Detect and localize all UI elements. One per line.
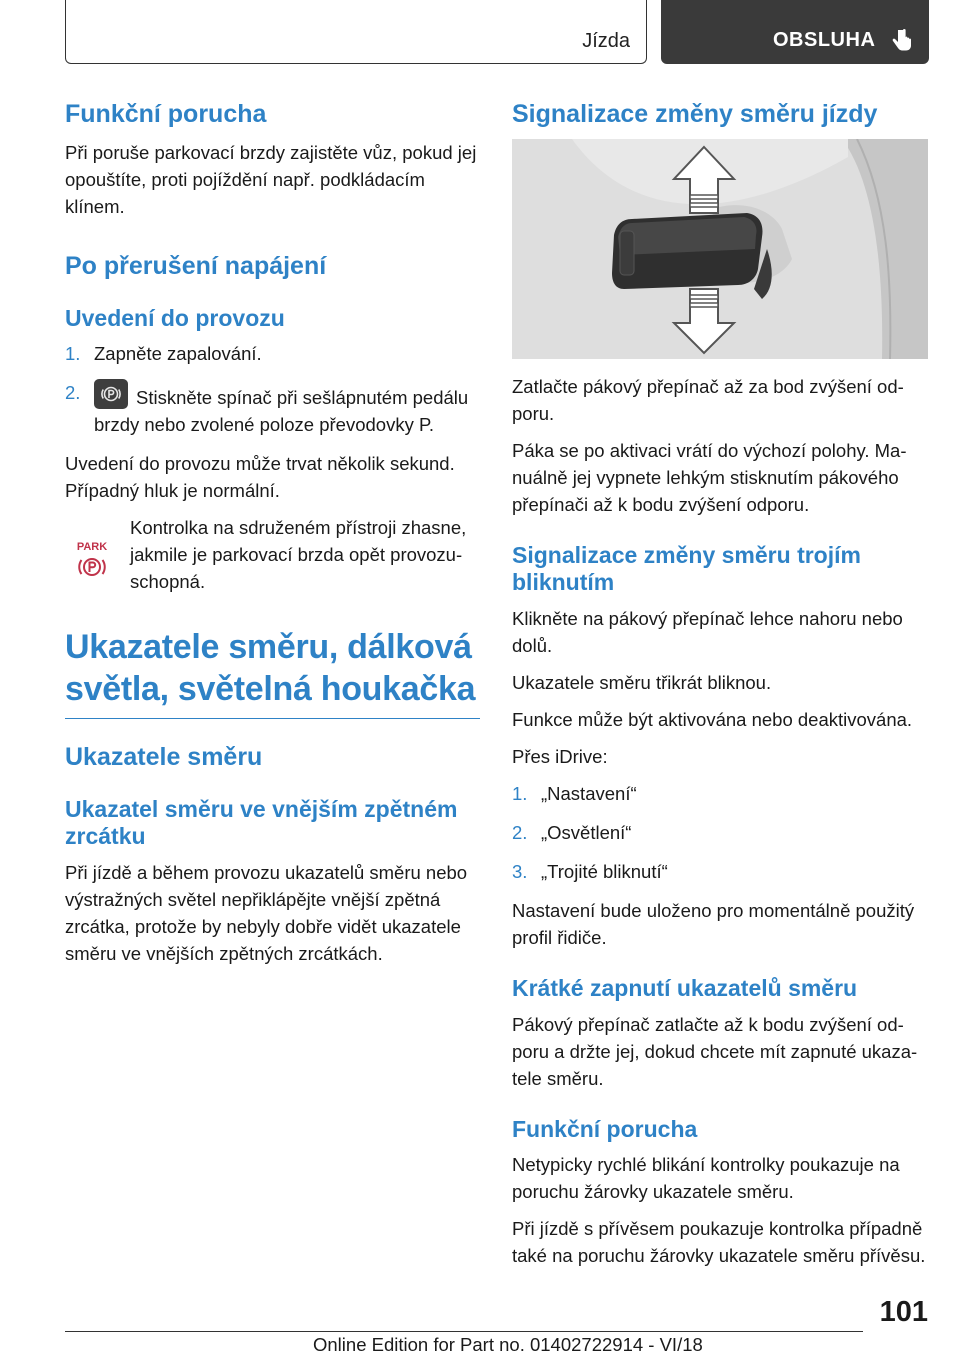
heading-mirror-signal: Ukazatel směru ve vnějším zpětném zrcátku <box>65 795 458 850</box>
right-column <box>512 100 928 1279</box>
paragraph-fault: Při poruše parkovací brzdy zajistěte vůz, pokud jej opouštíte, proti pojíždění např. podkládacím klínem. <box>65 141 477 217</box>
heading-short-activation: Krátké zapnutí ukazatelů směru <box>512 974 858 1001</box>
paragraph-lamp: Kontrolka na sdruženém přístroji zhasne, jakmile je parkovací brzda opět provozuschopná. <box>130 517 467 593</box>
heading-startup: Uvedení do provozu <box>65 304 285 331</box>
paragraph-mirror: Při jízdě a během provozu ukazatelů směru nebo výstražných světel nepřiklápějte vnější zpětná zrcátka, protože by nebyly dobře vidět ukazatele směru ve vnějších zpětných zrcátkách. <box>65 861 468 964</box>
paragraph-startup: Uvedení do provozu může trvat několik sekund. Případný hluk je normální. <box>65 453 455 502</box>
footer-edition: Online Edition for Part no. 01402722914 - VI/18 <box>313 1334 703 1355</box>
paragraph-idrive: Přes iDrive: <box>512 745 608 767</box>
startup-steps <box>65 340 480 438</box>
pointing-hand-icon <box>891 28 915 54</box>
paragraph-return: Páka se po aktivaci vrátí do výchozí polohy. Manuálně jej vypnete lehkým stisknutím pákového přepínači až k bodu zvýšení odporu. <box>512 439 907 515</box>
section-title: Jízda <box>582 30 630 52</box>
step-number: 2. <box>65 382 81 404</box>
list-item <box>65 340 480 367</box>
step-text: Stiskněte spínač při sešlápnutém pedálu brzdy nebo zvolené poloze převodovky P. <box>94 387 469 436</box>
step-text: Zapněte zapalování. <box>94 343 262 365</box>
paragraph-fast-blink: Netypicky rychlé blikání kontrolky poukazuje na poruchu žárovky ukazatele směru. <box>512 1154 900 1203</box>
chapter-title: OBSLUHA <box>773 29 876 51</box>
page-header <box>65 0 929 66</box>
list-item <box>512 780 928 807</box>
paragraph-profile: Nastavení bude uloženo pro momentálně použitý profil řidiče. <box>512 899 915 948</box>
step-text: „Osvětlení“ <box>541 821 632 843</box>
list-item <box>65 379 480 438</box>
list-item <box>512 858 928 885</box>
footer-divider <box>65 1331 863 1332</box>
step-text: „Nastavení“ <box>541 782 637 804</box>
left-column <box>65 100 480 977</box>
main-heading: Ukazatele směru, dálková světla, světelná houkačka <box>65 628 476 708</box>
parking-brake-button-icon <box>94 379 128 409</box>
step-text: „Trojité bliknutí“ <box>541 860 668 882</box>
idrive-steps <box>512 780 928 885</box>
paragraph-trailer: Při jízdě s přívěsem poukazuje kontrolka případně také na poruchu žárovky ukazatele směru přívěsu. <box>512 1218 926 1267</box>
list-item <box>512 819 928 846</box>
heading-triple-blink: Signalizace změny směru trojím bliknutím <box>512 541 861 596</box>
heading-signal: Signalizace změny směru jízdy <box>512 100 878 128</box>
step-number: 1. <box>65 343 81 365</box>
paragraph-short: Pákový přepínač zatlačte až k bodu zvýšení odporu a držte jej, dokud chcete mít zapnuté ukazatele směru. <box>512 1013 918 1089</box>
chapter-tab <box>661 0 929 64</box>
turn-signal-lever-illustration <box>512 139 928 359</box>
park-warning-icon <box>73 536 111 582</box>
step-number: 2. <box>512 821 528 843</box>
paragraph-tap: Klikněte na pákový přepínač lehce nahoru nebo dolů. <box>512 607 903 656</box>
heading-fault: Funkční porucha <box>65 100 267 128</box>
indicator-note <box>65 514 480 595</box>
main-heading-block <box>65 627 480 719</box>
page-number: 101 <box>879 1296 928 1328</box>
paragraph-push: Zatlačte pákový přepínač až za bod zvýšení odporu. <box>512 375 904 424</box>
park-icon-label: PARK <box>76 541 108 554</box>
paragraph-three: Ukazatele směru třikrát bliknou. <box>512 671 772 693</box>
heading-power-interruption: Po přerušení napájení <box>65 251 327 280</box>
step-number: 1. <box>512 782 528 804</box>
paragraph-activate: Funkce může být aktivována nebo deaktivována. <box>512 708 913 730</box>
heading-fault-right: Funkční porucha <box>512 1115 698 1142</box>
heading-turn-signals: Ukazatele směru <box>65 743 263 772</box>
step-number: 3. <box>512 860 528 882</box>
section-tab <box>65 0 647 64</box>
